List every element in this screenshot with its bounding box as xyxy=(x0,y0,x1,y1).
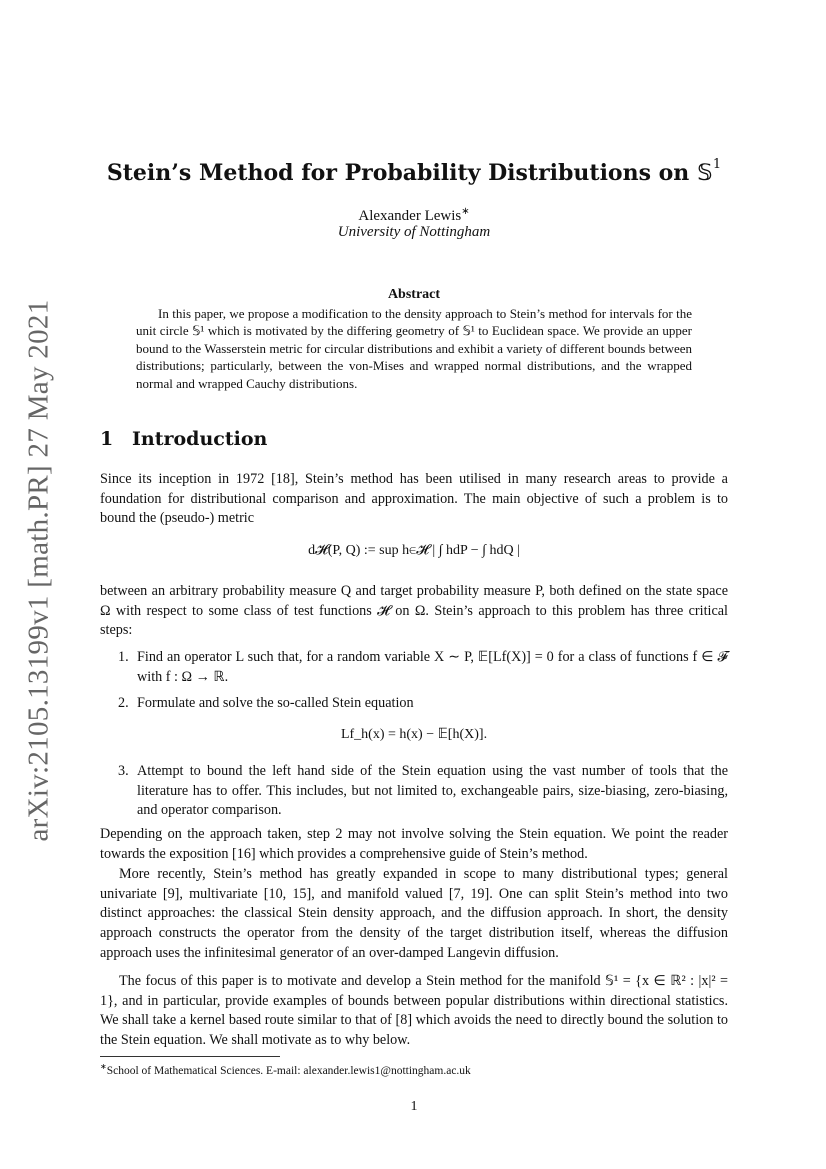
paragraph xyxy=(100,972,728,1051)
footnote-mark: ∗ xyxy=(100,1062,107,1071)
title-symbol: 𝕊 xyxy=(696,161,713,186)
section-heading xyxy=(100,430,267,450)
list-item-number: 1. xyxy=(118,649,129,665)
paragraph-text: More recently, Stein’s method has greatly expanded in scope to many distributional types; general univariate [9], multivariate [10, 15], and manifold valued [7, 19]. One can split Stein’s method into two distinct approaches: the classical Stein density approach, and the diffusion approach. In short, the density approach constructs the operator from the density of the target distribution itself, whereas the diffusion approach uses the infinitesimal generator of an over-damped Langevin diffusion. xyxy=(100,866,728,961)
paper-title xyxy=(100,150,728,189)
paragraph-text: The focus of this paper is to motivate and develop a Stein method for the manifold 𝕊¹ = {x ∈ ℝ² : |x|² = 1}, and in particular, provide examples of bounds between popular distributions within directional statistics. We shall take a kernel based route similar to that of [8] which avoids the need to directly bound the solution to the Stein equation. We shall motivate as to why below. xyxy=(100,973,728,1049)
page-number: 1 xyxy=(410,1099,418,1114)
footnote xyxy=(100,1059,728,1079)
list-item-text: Attempt to bound the left hand side of the Stein equation using the vast number of tools that the literature has to offer. This includes, but not limited to, exchangeable pairs, size-biasing, zero-biasing, and operator comparison. xyxy=(137,763,728,819)
list-item xyxy=(118,762,728,821)
section-title: Introduction xyxy=(132,428,268,450)
arxiv-sidebar xyxy=(14,300,64,840)
list-item xyxy=(118,694,728,714)
paragraph-text: Since its inception in 1972 [18], Stein’s method has been utilised in many research areas to provide a foundation for distributional comparison and approximation. The main objective of such a problem is to bound the (pseudo-) metric xyxy=(100,471,728,527)
equation-stein: Lf_h(x) = h(x) − 𝔼[h(X)]. xyxy=(340,727,488,742)
paragraph xyxy=(100,470,728,529)
list-item-number: 3. xyxy=(118,763,129,779)
title-sup: 1 xyxy=(712,157,722,172)
list-item-text: Formulate and solve the so-called Stein equation xyxy=(137,695,414,711)
paragraph-text: between an arbitrary probability measure Q and target probability measure P, both defined on the state space Ω with respect to some class of test functions 𝓗 on Ω. Stein’s approach to this problem has three critical steps: xyxy=(100,583,728,639)
list-item-text: Find an operator L such that, for a random variable X ∼ P, 𝔼[Lf(X)] = 0 for a class of functions f ∈ 𝓕 with f : Ω → ℝ. xyxy=(137,649,728,685)
author-mark: ∗ xyxy=(461,206,470,217)
abstract-body: In this paper, we propose a modification to the density approach to Stein’s method for intervals for the unit circle 𝕊¹ which is motivated by the differing geometry of 𝕊¹ to Euclidean space. We provide an upper bound to the Wasserstein metric for circular distributions and exhibit a variety of different bounds between distributions; particularly, between the von-Mises and wrapped normal distributions, and the wrapped normal and wrapped Cauchy distributions. xyxy=(136,306,692,391)
section-number: 1 xyxy=(100,428,114,450)
title-text: Stein’s Method for Probability Distributions on xyxy=(106,160,697,186)
footnote-text: School of Mathematical Sciences. E-mail: alexander.lewis1@nottingham.ac.uk xyxy=(106,1064,471,1077)
author-affiliation: University of Nottingham xyxy=(337,224,491,240)
paragraph xyxy=(100,865,728,964)
paragraph-text: Depending on the approach taken, step 2 may not involve solving the Stein equation. We point the reader towards the exposition [16] which provides a comprehensive guide of Stein’s method. xyxy=(100,826,728,862)
list-item xyxy=(118,648,728,687)
abstract-heading: Abstract xyxy=(387,287,441,302)
arxiv-id: arXiv:2105.13199v1 [math.PR] 27 May 2021 xyxy=(22,298,55,842)
author-name: Alexander Lewis xyxy=(358,208,462,224)
footnote-rule xyxy=(100,1056,280,1057)
paragraph xyxy=(100,825,728,864)
equation-metric: d𝓗(P, Q) := sup h∈𝓗 | ∫ hdP − ∫ hdQ | xyxy=(308,543,520,558)
paragraph xyxy=(100,582,728,641)
list-item-number: 2. xyxy=(118,695,129,711)
